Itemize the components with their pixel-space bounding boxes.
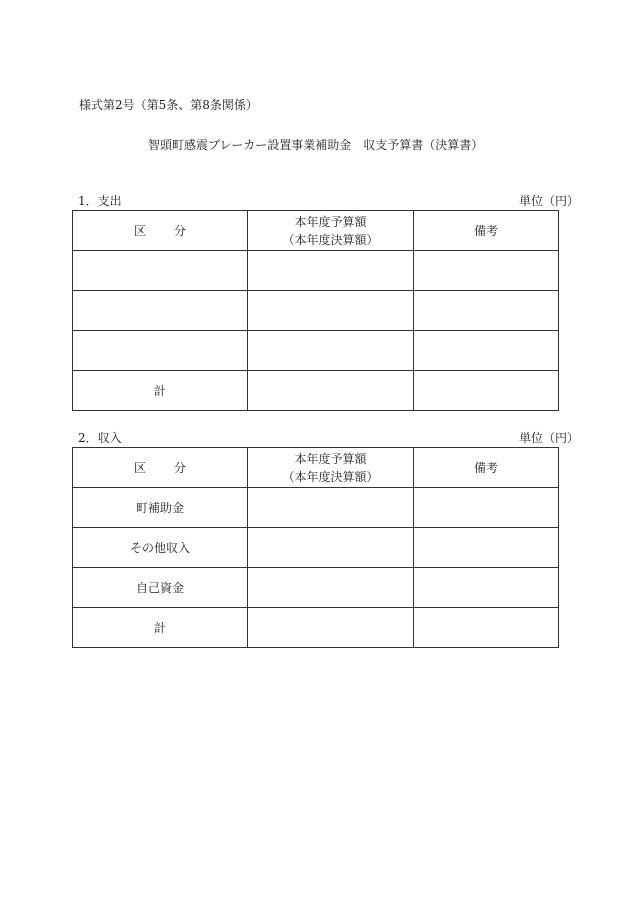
header-amount — [248, 211, 414, 251]
row-amount-cell[interactable] — [248, 291, 414, 331]
row-item-cell[interactable] — [73, 331, 248, 371]
table-row — [73, 251, 559, 291]
row-item-cell[interactable] — [73, 251, 248, 291]
header-amount — [248, 448, 414, 488]
table-row — [73, 291, 559, 331]
total-remarks-cell[interactable] — [414, 608, 559, 648]
form-number: 様式第2号（第5条、第8条関係） — [79, 98, 258, 112]
row-amount-cell[interactable] — [248, 528, 414, 568]
total-remarks-cell[interactable] — [414, 371, 559, 411]
expenditure-table — [72, 210, 559, 411]
row-item-cell[interactable] — [73, 291, 248, 331]
header-amount-line1: 本年度予算額 — [294, 214, 367, 229]
total-amount-cell[interactable] — [248, 608, 414, 648]
row-remarks-cell[interactable] — [414, 528, 559, 568]
header-category-right: 分 — [174, 224, 187, 238]
document-title: 智頭町感震ブレーカー設置事業補助金 収支予算書（決算書） — [148, 138, 484, 152]
row-amount-cell[interactable] — [248, 568, 414, 608]
row-remarks-cell[interactable] — [414, 488, 559, 528]
row-amount-cell[interactable] — [248, 251, 414, 291]
section-expenditure-label: 1．支出 — [78, 194, 122, 208]
table-row — [73, 568, 559, 608]
section-expenditure-unit: 単位（円） — [518, 194, 579, 208]
header-amount-line2: （本年度決算額） — [282, 232, 379, 247]
row-remarks-cell[interactable] — [414, 568, 559, 608]
row-remarks-cell[interactable] — [414, 251, 559, 291]
header-category-left: 区 — [133, 461, 146, 475]
header-amount-line2: （本年度決算額） — [282, 469, 379, 484]
total-amount-cell[interactable] — [248, 371, 414, 411]
row-remarks-cell[interactable] — [414, 331, 559, 371]
section-revenue-heading — [78, 429, 579, 445]
row-amount-cell[interactable] — [248, 488, 414, 528]
row-remarks-cell[interactable] — [414, 291, 559, 331]
header-amount-line1: 本年度予算額 — [294, 451, 367, 466]
header-category-left: 区 — [133, 224, 146, 238]
header-remarks: 備考 — [414, 448, 559, 488]
total-row — [73, 371, 559, 411]
row-item-other-income: その他収入 — [73, 528, 248, 568]
table-header-row — [73, 448, 559, 488]
table-row — [73, 488, 559, 528]
header-remarks: 備考 — [414, 211, 559, 251]
section-expenditure-heading — [78, 192, 579, 208]
table-row — [73, 528, 559, 568]
section-revenue-unit: 単位（円） — [518, 431, 579, 445]
header-category-right: 分 — [174, 461, 187, 475]
revenue-table — [72, 447, 559, 648]
header-category — [73, 211, 248, 251]
row-amount-cell[interactable] — [248, 331, 414, 371]
table-row — [73, 331, 559, 371]
total-row — [73, 608, 559, 648]
total-label: 計 — [73, 608, 248, 648]
total-label: 計 — [73, 371, 248, 411]
row-item-own-funds: 自己資金 — [73, 568, 248, 608]
header-category — [73, 448, 248, 488]
row-item-town-subsidy: 町補助金 — [73, 488, 248, 528]
section-revenue-label: 2．収入 — [78, 431, 122, 445]
table-header-row — [73, 211, 559, 251]
